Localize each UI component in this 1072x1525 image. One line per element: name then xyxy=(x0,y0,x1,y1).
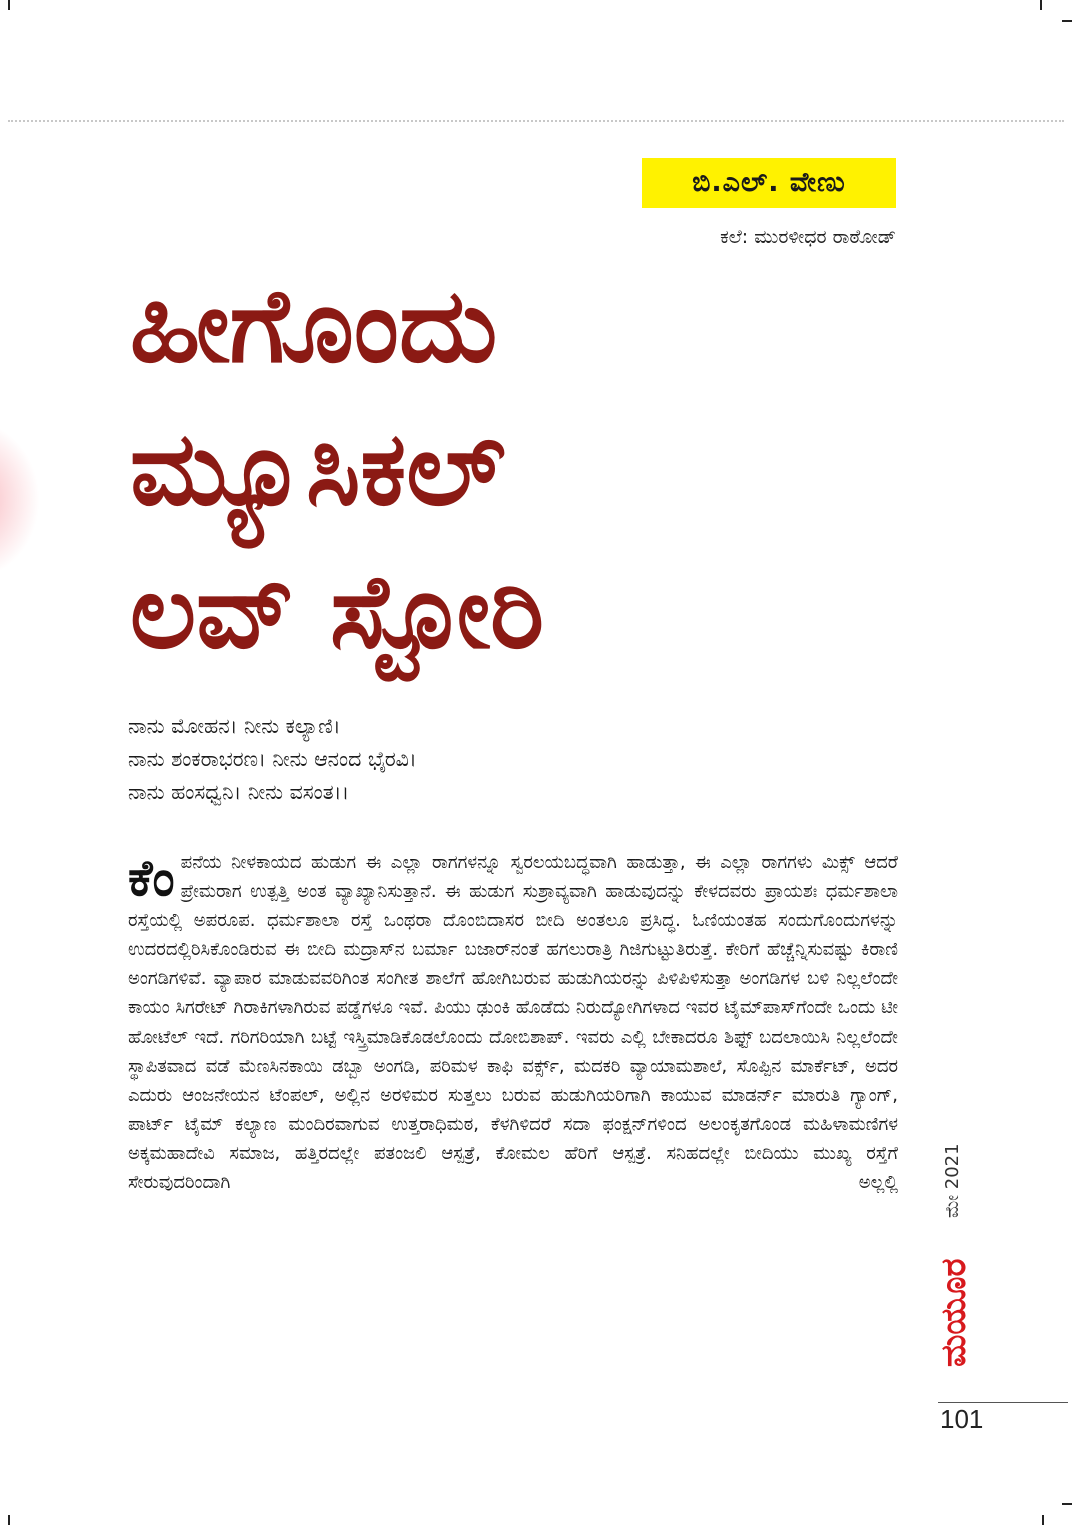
magazine-logo: ಮಯೂರ xyxy=(934,1258,974,1368)
verse-line-2: ನಾನು ಶಂಕರಾಭರಣ। ನೀನು ಆನಂದ ಭೈರವಿ। xyxy=(128,747,417,771)
verse-block xyxy=(128,710,728,809)
author-name: ಬಿ.ಎಲ್. ವೇಣು xyxy=(692,167,846,198)
title-line-3: ಲವ್ ಸ್ಟೋರಿ xyxy=(130,553,545,672)
author-box xyxy=(642,158,896,208)
page-number-rule xyxy=(938,1402,1068,1403)
body-text: ಪನೆಯ ನೀಳಕಾಯದ ಹುಡುಗ ಈ ಎಲ್ಲಾ ರಾಗಗಳನ್ನೂ ಸ್ವರಲಯಬದ್ಧವಾಗಿ ಹಾಡುತ್ತಾ, ಈ ಎಲ್ಲಾ ರಾಗಗಳು ಮಿಕ್ಸ್ ಆದರೆ ಪ್ರೇಮರಾಗ ಉತ್ಪತ್ತಿ ಅಂತ ವ್ಯಾಖ್ಯಾನಿಸುತ್ತಾನೆ. ಈ ಹುಡುಗ ಸುಶ್ರಾವ್ಯವಾಗಿ ಹಾಡುವುದನ್ನು ಕೇಳದವರು ಪ್ರಾಯಶಃ ಧರ್ಮಶಾಲಾ ರಸ್ತೆಯಲ್ಲಿ ಅಪರೂಪ. ಧರ್ಮಶಾಲಾ ರಸ್ತೆ ಒಂಥರಾ ದೊಂಬಿದಾಸರ ಬೀದಿ ಅಂತಲೂ ಪ್ರಸಿದ್ಧ. ಓಣಿಯಂತಹ ಸಂದುಗೊಂದುಗಳನ್ನು ಉದರದಲ್ಲಿರಿಸಿಕೊಂಡಿರುವ ಈ ಬೀದಿ ಮದ್ರಾಸ್‌ನ ಬರ್ಮಾ ಬಜಾರ್‌ನಂತೆ ಹಗಲುರಾತ್ರಿ ಗಿಜಿಗುಟ್ಟುತಿರುತ್ತೆ. ಕೇರಿಗೆ ಹೆಚ್ಚೆನ್ನಿಸುವಷ್ಟು ಕಿರಾಣಿ ಅಂಗಡಿಗಳಿವೆ. ವ್ಯಾಪಾರ ಮಾಡುವವರಿಗಿಂತ ಸಂಗೀತ ಶಾಲೆಗೆ ಹೋಗಿಬರುವ ಹುಡುಗಿಯರನ್ನು ಪಿಳಿಪಿಳಿಸುತ್ತಾ ಅಂಗಡಿಗಳ ಬಳಿ ನಿಲ್ಲಲೆಂದೇ ಕಾಯಂ ಸಿಗರೇಟ್ ಗಿರಾಕಿಗಳಾಗಿರುವ ಪಡ್ಡೆಗಳೂ ಇವೆ. ಪಿಯು ಢುಂಕಿ ಹೊಡೆದು ನಿರುದ್ಯೋಗಿಗಳಾದ ಇವರ ಟೈಮ್‌ಪಾಸ್‌ಗೆಂದೇ ಒಂದು ಟೀ ಹೋಟೆಲ್ ಇದೆ. ಗರಿಗರಿಯಾಗಿ ಬಟ್ಟೆ ಇಸ್ತ್ರಿಮಾಡಿಕೊಡಲೊಂದು ದೋಬಿಶಾಪ್. ಇವರು ಎಲ್ಲಿ ಬೇಕಾದರೂ ಶಿಫ್ಟ್ ಬದಲಾಯಿಸಿ ನಿಲ್ಲಲೆಂದೇ ಸ್ಥಾಪಿತವಾದ ವಡೆ ಮೆಣಸಿನಕಾಯಿ ಡಬ್ಬಾ ಅಂಗಡಿ, ಪರಿಮಳ ಕಾಫಿ ವರ್ಕ್ಸ್, ಮದಕರಿ ವ್ಯಾಯಾಮಶಾಲೆ, ಸೊಪ್ಪಿನ ಮಾರ್ಕೆಟ್, ಅದರ ಎದುರು ಆಂಜನೇಯನ ಟೆಂಪಲ್, ಅಲ್ಲಿನ ಅರಳಿಮರ ಸುತ್ತಲು ಬರುವ ಹುಡುಗಿಯರಿಗಾಗಿ ಕಾಯುವ ಮಾಡರ್ನ್ ಮಾರುತಿ ಗ್ಯಾಂಗ್, ಪಾರ್ಟ್ ಟೈಮ್ ಕಲ್ಯಾಣ ಮಂದಿರವಾಗುವ ಉತ್ತರಾಧಿಮಠ, ಕೆಳಗಿಳಿದರೆ ಸದಾ ಫಂಕ್ಷನ್‌ಗಳಿಂದ ಅಲಂಕೃತಗೊಂಡ ಮಹಿಳಾಮಣಿಗಳ ಅಕ್ಕಮಹಾದೇವಿ ಸಮಾಜ, ಹತ್ತಿರದಲ್ಲೇ ಪತಂಜಲಿ ಆಸ್ಪತ್ರೆ, ಕೋಮಲ ಹೆರಿಗೆ ಆಸ್ಪತ್ರೆ. ಸನಿಹದಲ್ಲೇ ಬೀದಿಯು ಮುಖ್ಯ ರಸ್ತೆಗೆ ಸೇರುವುದರಿಂದಾಗಿ ಅಲ್ಲಲ್ಲಿ xyxy=(128,852,898,1194)
article-body xyxy=(128,848,898,1197)
drop-cap: ಕೆಂ xyxy=(128,849,175,907)
crop-mark-top-right xyxy=(1040,0,1042,10)
title-line-1: ಹೀಗೊಂದು xyxy=(130,267,498,386)
crop-mark-right-bottom xyxy=(1062,1503,1072,1505)
crop-mark-right-top xyxy=(1062,20,1072,22)
crop-mark-bottom-left xyxy=(8,1515,10,1525)
title-line-2: ಮ್ಯೂಸಿಕಲ್ xyxy=(130,410,506,529)
issue-date: ಮೇ 2021 xyxy=(942,1143,963,1219)
verse-line-3: ನಾನು ಹಂಸಧ್ವನಿ। ನೀನು ವಸಂತ।। xyxy=(128,780,350,804)
verse-line-1: ನಾನು ಮೋಹನ। ನೀನು ಕಲ್ಯಾಣಿ। xyxy=(128,714,341,738)
article-title xyxy=(130,255,750,684)
crop-mark-top-left xyxy=(8,0,10,10)
crop-mark-bottom-right xyxy=(1042,1515,1044,1525)
page-number: 101 xyxy=(940,1404,984,1434)
dotted-divider xyxy=(8,120,1064,122)
decorative-red-glow xyxy=(0,420,40,580)
art-credit: ಕಲೆ: ಮುರಳೀಧರ ರಾಠೋಡ್ xyxy=(720,226,896,248)
